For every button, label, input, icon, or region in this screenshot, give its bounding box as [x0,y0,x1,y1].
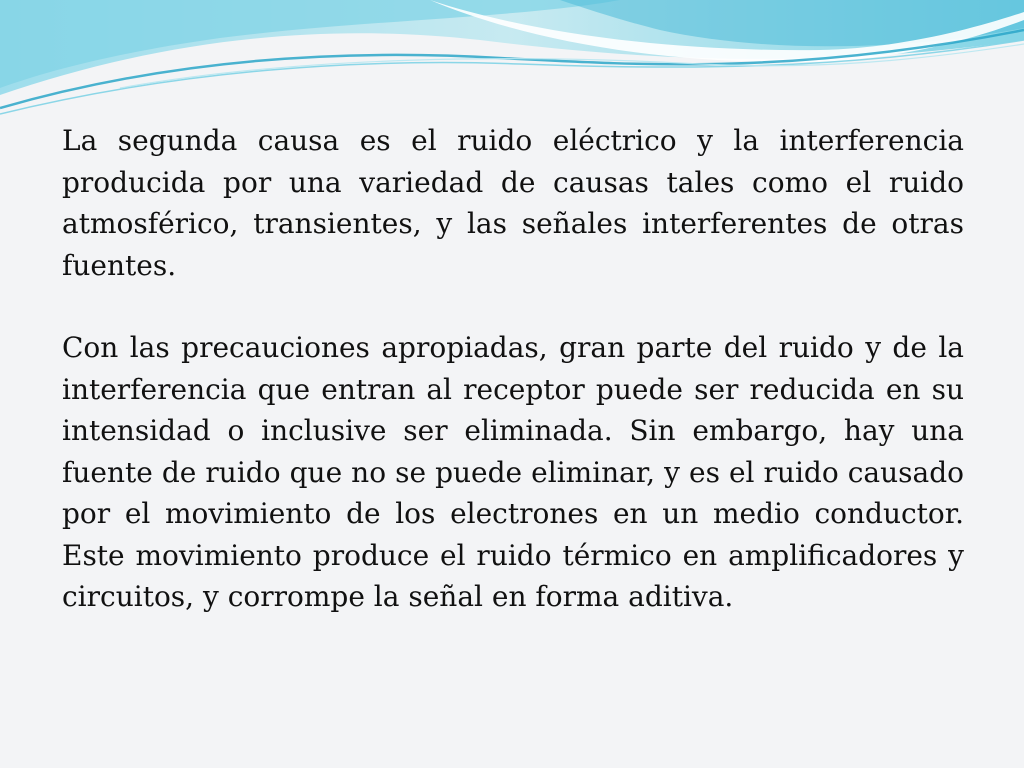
paragraph-1: La segunda causa es el ruido eléctrico y la interferencia producida por una variedad de causas tales como el ruido atmosférico, transientes, y las señales interferentes de otras fuentes. [62,124,964,282]
paragraph-2: Con las precauciones apropiadas, gran parte del ruido y de la interferencia que entran al receptor puede ser reducida en su intensidad o inclusive ser eliminada. Sin embargo, hay una fuente de ruido que no se puede eliminar, y es el ruido causado por el movimiento de los electrones en un medio conductor. Este movimiento produce el ruido térmico en amplificadores y circuitos, y corrompe la señal en forma aditiva. [62,331,964,613]
wave-banner-decoration [0,0,1024,130]
slide-body [62,120,964,618]
